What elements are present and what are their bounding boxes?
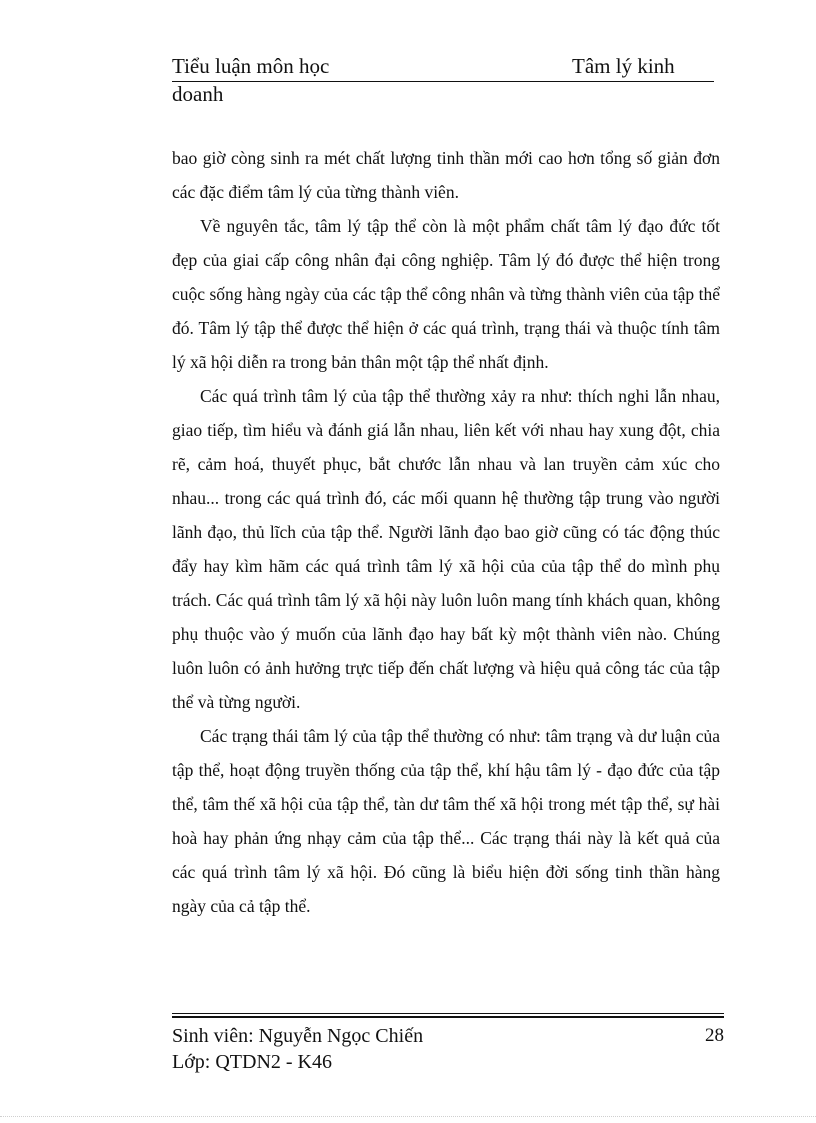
footer-class-name: Lớp: QTDN2 - K46: [172, 1051, 332, 1073]
page-footer: [172, 1013, 724, 1083]
header-rule: [172, 81, 714, 82]
footer-rule-thick: [172, 1016, 724, 1018]
header-course-title: Tiểu luận môn học: [172, 54, 330, 78]
body-text: [172, 141, 720, 923]
page-number: 28: [705, 1025, 724, 1046]
paragraph-continued: bao giờ còng sinh ra mét chất lượng tinh thần mới cao hơn tổng số giản đơn các đặc điểm tâm lý của từng thành viên.: [172, 148, 720, 202]
footer-rule: [172, 1013, 724, 1014]
header-subject-title-continued: doanh: [172, 82, 224, 106]
paragraph: Về nguyên tắc, tâm lý tập thể còn là một phẩm chất tâm lý đạo đức tốt đẹp của giai cấp công nhân đại công nghiệp. Tâm lý đó được thể hiện trong cuộc sống hàng ngày của các tập thể công nhân và từng thành viên của tập thể đó. Tâm lý tập thể được thể hiện ở các quá trình, trạng thái và thuộc tính tâm lý xã hội diễn ra trong bản thân một tập thể nhất định.: [172, 216, 720, 372]
header-subject-title: Tâm lý kinh: [572, 54, 675, 78]
page-header: [172, 50, 714, 110]
footer-student-name: Sinh viên: Nguyễn Ngọc Chiến: [172, 1025, 424, 1047]
page-bottom-edge: [0, 1116, 816, 1117]
paragraph: Các quá trình tâm lý của tập thể thường xảy ra như: thích nghi lẫn nhau, giao tiếp, tìm hiểu và đánh giá lẫn nhau, liên kết với nhau hay xung đột, chia rẽ, cảm hoá, thuyết phục, bắt chước lẫn nhau và lan truyền cảm xúc cho nhau... trong các quá trình đó, các mối quann hệ thường tập trung vào người lãnh đạo, thủ lĩch của tập thể. Người lãnh đạo bao giờ cũng có tác động thúc đẩy hay kìm hãm các quá trình tâm lý xã hội của của tập thể do mình phụ trách. Các quá trình tâm lý xã hội này luôn luôn mang tính khách quan, không phụ thuộc vào ý muốn của lãnh đạo hay bất kỳ một thành viên nào. Chúng luôn luôn có ảnh hưởng trực tiếp đến chất lượng và hiệu quả công tác của tập thể và từng người.: [172, 386, 720, 712]
paragraph: Các trạng thái tâm lý của tập thể thường có như: tâm trạng và dư luận của tập thể, hoạt động truyền thống của tập thể, khí hậu tâm lý - đạo đức của tập thể, tâm thế xã hội của tập thể, tàn dư tâm thế xã hội trong mét tập thể, sự hài hoà hay phản ứng nhạy cảm của tập thể... Các trạng thái này là kết quả của các quá trình tâm lý xã hội. Đó cũng là biểu hiện đời sống tinh thần hàng ngày của cả tập thể.: [172, 726, 720, 916]
